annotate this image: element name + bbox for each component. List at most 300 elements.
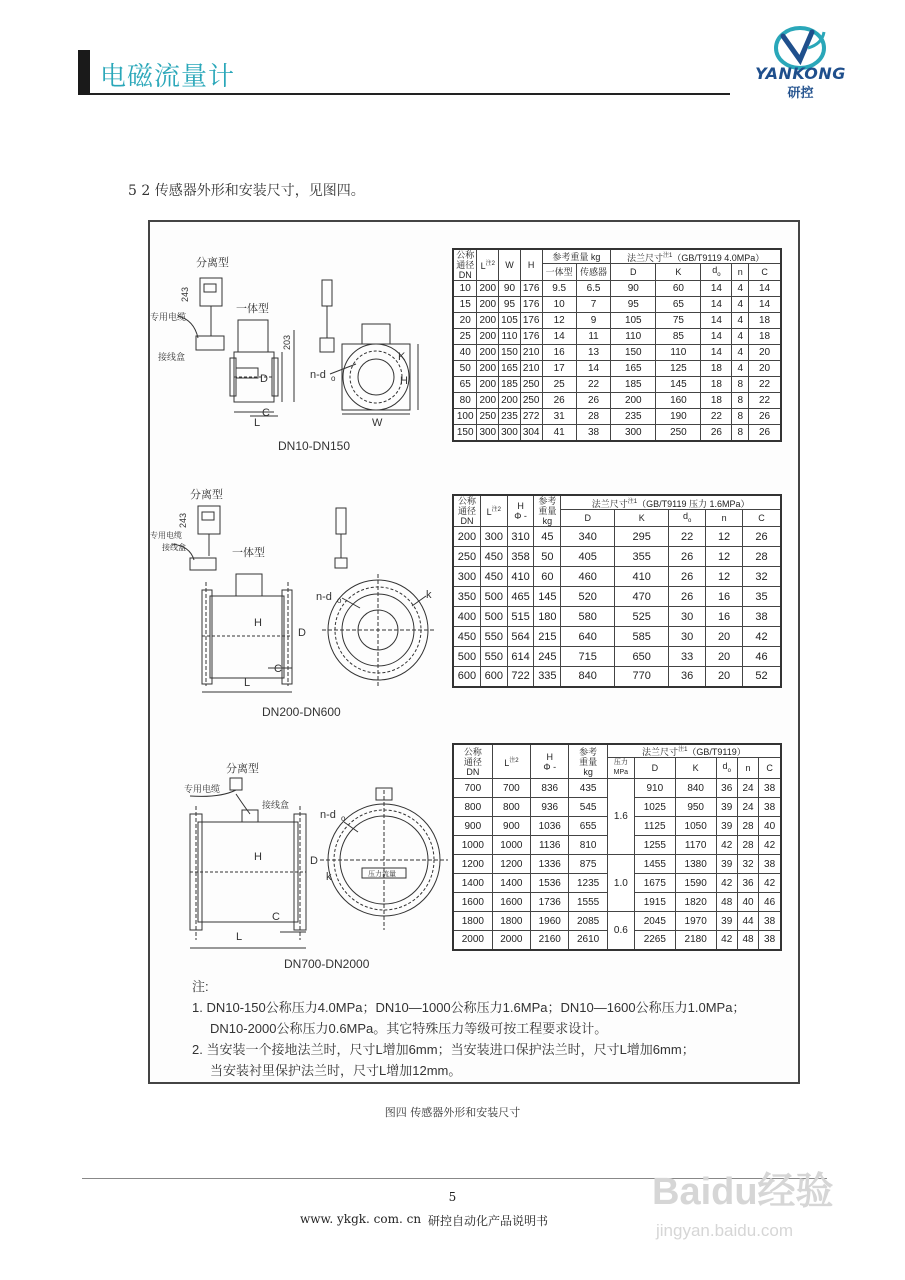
t3-col-n: n [737, 758, 758, 779]
table-cell: 18 [701, 377, 732, 393]
spec-table-dn10-dn150 [452, 248, 782, 442]
logo-text: YANKONG [755, 64, 846, 83]
table-cell: 1380 [675, 855, 716, 874]
table-cell: 200 [477, 329, 499, 345]
table-cell: 2000 [492, 931, 530, 950]
d2-dim-ndo: n-d [316, 591, 332, 603]
table-cell: 190 [656, 409, 701, 425]
table-cell: 235 [499, 409, 521, 425]
table-cell: 580 [561, 607, 615, 627]
table-cell: 125 [656, 361, 701, 377]
header-accent-bar [78, 50, 90, 95]
table-cell: 44 [737, 912, 758, 931]
table-cell: 12 [706, 527, 743, 547]
table-cell: 50 [534, 547, 561, 567]
table-cell: 2610 [569, 931, 607, 950]
table-cell: 16 [706, 587, 743, 607]
table-cell: 936 [531, 798, 569, 817]
table-cell: 2085 [569, 912, 607, 931]
d1-dim-k: K [398, 351, 406, 363]
t3-header-h: H Φ - [531, 744, 569, 779]
table-cell: 1170 [675, 836, 716, 855]
table-row [453, 377, 781, 393]
table-cell: 14 [542, 329, 576, 345]
table-cell: 14 [701, 345, 732, 361]
t1-col-c: C [749, 264, 781, 281]
table-row [453, 627, 781, 647]
table-cell: 335 [534, 667, 561, 687]
table-cell: 20 [706, 647, 743, 667]
table-cell: 700 [492, 779, 530, 798]
table-cell: 304 [520, 425, 542, 441]
table-cell: 2045 [634, 912, 675, 931]
table-cell: 30 [669, 607, 706, 627]
table-cell: 26 [669, 547, 706, 567]
table-cell: 1820 [675, 893, 716, 912]
table-cell: 500 [480, 607, 507, 627]
table-cell: 10 [542, 297, 576, 313]
table-cell: 4 [732, 313, 749, 329]
table-cell: 41 [542, 425, 576, 441]
drawing-dn200-dn600 [150, 486, 445, 722]
table-cell: 28 [743, 547, 781, 567]
watermark-url: jingyan.baidu.com [656, 1221, 794, 1240]
table-cell: 2180 [675, 931, 716, 950]
table-cell: 1025 [634, 798, 675, 817]
figure-caption: 图四 传感器外形和安装尺寸 [384, 1106, 521, 1119]
table-cell: 770 [615, 667, 669, 687]
table-row [453, 547, 781, 567]
table-row [453, 425, 781, 441]
t1-header-integral: 一体型 [542, 264, 576, 281]
d1-label-box: 接线盒 [158, 352, 186, 362]
table-cell: 250 [520, 393, 542, 409]
table-cell: 600 [480, 667, 507, 687]
d1-dim-l: L [254, 417, 261, 429]
table-cell: 48 [737, 931, 758, 950]
table-cell: 46 [759, 893, 781, 912]
t1-header-sensor: 传感器 [576, 264, 610, 281]
t3-col-c: C [759, 758, 781, 779]
t3-body [453, 779, 781, 950]
baidu-watermark-icon [648, 1152, 858, 1252]
t1-header-h: H [520, 249, 542, 281]
table-cell: 28 [576, 409, 610, 425]
table-cell: 30 [669, 627, 706, 647]
t3-col-do: $d_o$ [716, 758, 737, 779]
note-line-3: 2. 当安装一个接地法兰时，尺寸L增加6mm；当安装进口保护法兰时，尺寸L增加6mm； [192, 1042, 695, 1057]
table-row [453, 297, 781, 313]
table-cell: 200 [477, 281, 499, 297]
d2-dim-k: k [426, 589, 432, 601]
table-cell: 38 [759, 779, 781, 798]
d2-label-split: 分离型 [190, 489, 223, 501]
t2-col-do: $d_o$ [669, 510, 706, 527]
table-cell: 105 [499, 313, 521, 329]
table-cell: 4 [732, 297, 749, 313]
table-cell: 14 [701, 281, 732, 297]
table-cell: 18 [749, 313, 781, 329]
table-cell: 39 [716, 855, 737, 874]
table-cell: 200 [477, 313, 499, 329]
table-cell: 900 [453, 817, 492, 836]
table-row [453, 912, 781, 931]
table-cell: 26 [701, 425, 732, 441]
table-cell: 2265 [634, 931, 675, 950]
table-cell: 14 [701, 297, 732, 313]
d2-dim-h: H [254, 617, 262, 629]
d1-dim-w: W [372, 417, 383, 429]
table-cell: 875 [569, 855, 607, 874]
table-cell: 300 [453, 567, 480, 587]
d2-dim-243: 243 [178, 512, 188, 528]
d2-label-cable: 专用电缆 [150, 531, 182, 540]
t2-body [453, 527, 781, 687]
t3-col-pressure: 压力 MPa [607, 758, 634, 779]
notes-block [192, 976, 746, 1081]
table-cell: 4 [732, 281, 749, 297]
table-cell: 200 [477, 361, 499, 377]
table-cell: 1915 [634, 893, 675, 912]
table-cell: 32 [737, 855, 758, 874]
table-cell: 25 [453, 329, 477, 345]
note-line-1: 1. DN10-150公称压力4.0MPa；DN10—1000公称压力1.6MPa；DN10—1600公称压力1.0MPa； [192, 1000, 746, 1015]
d2-label-integral: 一体型 [232, 547, 265, 559]
table-cell: 1600 [453, 893, 492, 912]
footer-description: 研控自动化产品说明书 [428, 1214, 549, 1228]
table-cell: 40 [453, 345, 477, 361]
page-title: 电磁流量计 [100, 62, 236, 92]
table-cell: 1970 [675, 912, 716, 931]
d3-dim-o: o [341, 814, 346, 823]
table-cell: 90 [499, 281, 521, 297]
d3-label-cable: 专用电缆 [184, 784, 221, 794]
t3-header-flange: 法兰尺寸$^{注1}$（GB/T9119） [607, 744, 781, 758]
table-cell: 1200 [453, 855, 492, 874]
table-cell: 110 [656, 345, 701, 361]
table-cell: 250 [520, 377, 542, 393]
d3-dim-h: H [254, 851, 262, 863]
table-cell: 435 [569, 779, 607, 798]
table-cell: 38 [759, 931, 781, 950]
d1-dim-o: o [331, 374, 336, 383]
table-cell: 1050 [675, 817, 716, 836]
table-cell: 550 [480, 627, 507, 647]
table-cell: 250 [656, 425, 701, 441]
d2-dim-l: L [244, 677, 251, 689]
table-cell: 176 [520, 329, 542, 345]
table-cell: 12 [706, 567, 743, 587]
t3-header-dn: 公称 通径 DN [453, 744, 492, 779]
table-cell: 28 [737, 817, 758, 836]
table-cell: 26 [749, 409, 781, 425]
table-cell: 1235 [569, 874, 607, 893]
table-cell: 176 [520, 281, 542, 297]
t1-col-n: n [732, 264, 749, 281]
table-cell: 18 [701, 361, 732, 377]
table-cell: 42 [759, 836, 781, 855]
table-cell: 210 [520, 345, 542, 361]
table-cell: 38 [576, 425, 610, 441]
table-cell: 18 [701, 393, 732, 409]
table-cell: 564 [507, 627, 534, 647]
t1-header-flange: 法兰尺寸$^{注1}$（GB/T9119 4.0MPa） [611, 249, 781, 264]
d1-label-split: 分离型 [196, 257, 229, 269]
table-cell: 235 [611, 409, 656, 425]
d3-dim-k: k [326, 871, 332, 883]
table-cell: 32 [743, 567, 781, 587]
table-cell: 410 [507, 567, 534, 587]
spec-table-dn200-dn600 [452, 494, 782, 688]
table-cell: 20 [749, 345, 781, 361]
t2-header-dn: 公称 通径 DN [453, 495, 480, 527]
table-cell: 80 [453, 393, 477, 409]
t1-col-do: $d_o$ [701, 264, 732, 281]
table-cell: 810 [569, 836, 607, 855]
table-cell: 355 [615, 547, 669, 567]
d1-label-cable: 专用电缆 [150, 312, 187, 322]
table-cell: 185 [499, 377, 521, 393]
t2-col-n: n [706, 510, 743, 527]
table-cell: 38 [743, 607, 781, 627]
logo-text-cn: 研控 [787, 86, 814, 101]
table-cell: 1536 [531, 874, 569, 893]
table-row [453, 329, 781, 345]
t1-header-dn: 公称 通径 DN [453, 249, 477, 281]
table-cell: 38 [759, 798, 781, 817]
table-cell: 165 [611, 361, 656, 377]
table-cell: 180 [534, 607, 561, 627]
table-cell: 95 [499, 297, 521, 313]
table-cell: 585 [615, 627, 669, 647]
table-cell: 7 [576, 297, 610, 313]
table-row [453, 607, 781, 627]
watermark-brand: Baidu经验 [652, 1171, 834, 1213]
drawing-dn700-dn2000 [150, 760, 450, 974]
table-cell: 450 [453, 627, 480, 647]
table-row [453, 567, 781, 587]
table-cell: 39 [716, 817, 737, 836]
table-cell: 250 [477, 409, 499, 425]
table-cell: 10 [453, 281, 477, 297]
table-cell: 910 [634, 779, 675, 798]
table-cell: 300 [480, 527, 507, 547]
d3-dim-l: L [236, 931, 243, 943]
t2-header-flange: 法兰尺寸$^{注1}$（GB/T9119 压力 1.6MPa） [561, 495, 781, 510]
table-cell: 38 [759, 912, 781, 931]
t1-header-l: $L^{注2}$ [477, 249, 499, 281]
table-cell: 1400 [453, 874, 492, 893]
d1-label-integral: 一体型 [236, 303, 269, 315]
table-cell: 500 [453, 647, 480, 667]
table-row [453, 527, 781, 547]
table-cell: 1675 [634, 874, 675, 893]
table-cell: 545 [569, 798, 607, 817]
pressure-cell: 1.6 [607, 779, 634, 855]
table-cell: 450 [480, 567, 507, 587]
table-row [453, 587, 781, 607]
table-cell: 2000 [453, 931, 492, 950]
table-cell: 150 [611, 345, 656, 361]
t3-header-weight: 参考 重量 kg [569, 744, 607, 779]
d2-dim-d: D [298, 627, 306, 639]
table-cell: 40 [737, 893, 758, 912]
table-cell: 22 [701, 409, 732, 425]
table-cell: 200 [477, 393, 499, 409]
table-cell: 20 [706, 667, 743, 687]
table-cell: 800 [492, 798, 530, 817]
table-cell: 836 [531, 779, 569, 798]
table-cell: 14 [749, 281, 781, 297]
table-cell: 520 [561, 587, 615, 607]
table-row [453, 345, 781, 361]
table-cell: 50 [453, 361, 477, 377]
t2-header-weight: 参考 重量 kg [534, 495, 561, 527]
table-cell: 150 [499, 345, 521, 361]
notes-title: 注: [192, 979, 209, 994]
table-cell: 8 [732, 409, 749, 425]
table-cell: 24 [737, 798, 758, 817]
table-cell: 110 [611, 329, 656, 345]
section-heading: 5 2 传感器外形和安装尺寸，见图四。 [128, 183, 365, 199]
table-cell: 65 [453, 377, 477, 393]
table-cell: 42 [716, 836, 737, 855]
table-row [453, 409, 781, 425]
table-cell: 4 [732, 361, 749, 377]
table-cell: 39 [716, 798, 737, 817]
t2-col-c: C [743, 510, 781, 527]
table-cell: 300 [477, 425, 499, 441]
table-cell: 16 [542, 345, 576, 361]
table-cell: 715 [561, 647, 615, 667]
t1-header-weight: 参考重量 kg [542, 249, 611, 264]
table-cell: 33 [669, 647, 706, 667]
table-row [453, 667, 781, 687]
table-cell: 515 [507, 607, 534, 627]
table-cell: 215 [534, 627, 561, 647]
header-rule [90, 93, 730, 95]
d2-caption: DN200-DN600 [262, 705, 341, 719]
table-cell: 1136 [531, 836, 569, 855]
table-cell: 26 [542, 393, 576, 409]
table-cell: 6.5 [576, 281, 610, 297]
table-cell: 722 [507, 667, 534, 687]
spec-table-dn700-dn2000 [452, 743, 782, 951]
table-cell: 35 [743, 587, 781, 607]
table-cell: 45 [534, 527, 561, 547]
table-cell: 40 [759, 817, 781, 836]
table-cell: 1000 [453, 836, 492, 855]
table-cell: 900 [492, 817, 530, 836]
table-cell: 12 [542, 313, 576, 329]
table-cell: 14 [749, 297, 781, 313]
table-cell: 1590 [675, 874, 716, 893]
table-cell: 1555 [569, 893, 607, 912]
table-cell: 600 [453, 667, 480, 687]
table-cell: 8 [732, 377, 749, 393]
table-cell: 200 [477, 377, 499, 393]
table-cell: 1125 [634, 817, 675, 836]
d1-dim-c: C [262, 407, 270, 419]
table-cell: 26 [669, 567, 706, 587]
table-cell: 25 [542, 377, 576, 393]
table-row [453, 779, 781, 798]
table-cell: 950 [675, 798, 716, 817]
table-cell: 655 [569, 817, 607, 836]
table-cell: 1736 [531, 893, 569, 912]
table-cell: 26 [669, 587, 706, 607]
table-cell: 176 [520, 313, 542, 329]
table-cell: 16 [706, 607, 743, 627]
pressure-cell: 1.0 [607, 855, 634, 912]
table-cell: 26 [576, 393, 610, 409]
table-cell: 470 [615, 587, 669, 607]
table-cell: 85 [656, 329, 701, 345]
pressure-cell: 0.6 [607, 912, 634, 950]
table-cell: 650 [615, 647, 669, 667]
table-cell: 840 [675, 779, 716, 798]
table-cell: 38 [759, 855, 781, 874]
table-cell: 250 [453, 547, 480, 567]
table-cell: 22 [576, 377, 610, 393]
table-cell: 12 [706, 547, 743, 567]
d3-dim-d: D [310, 855, 318, 867]
d2-label-box: 接线盒 [162, 543, 186, 552]
d2-dim-c: C [274, 663, 282, 675]
table-cell: 1800 [492, 912, 530, 931]
table-cell: 48 [716, 893, 737, 912]
table-cell: 9.5 [542, 281, 576, 297]
drawing-dn10-dn150 [150, 250, 445, 460]
table-cell: 150 [453, 425, 477, 441]
d1-caption: DN10-DN150 [278, 439, 351, 453]
table-cell: 145 [656, 377, 701, 393]
d1-dim-d: D [260, 373, 268, 385]
table-cell: 8 [732, 425, 749, 441]
table-cell: 450 [480, 547, 507, 567]
table-cell: 14 [701, 329, 732, 345]
table-cell: 400 [453, 607, 480, 627]
table-cell: 1036 [531, 817, 569, 836]
table-cell: 95 [611, 297, 656, 313]
table-cell: 1000 [492, 836, 530, 855]
table-cell: 60 [656, 281, 701, 297]
table-cell: 52 [743, 667, 781, 687]
table-cell: 22 [749, 393, 781, 409]
table-cell: 4 [732, 329, 749, 345]
table-cell: 245 [534, 647, 561, 667]
table-cell: 1800 [453, 912, 492, 931]
table-cell: 31 [542, 409, 576, 425]
table-row [453, 647, 781, 667]
table-cell: 42 [716, 931, 737, 950]
table-cell: 295 [615, 527, 669, 547]
table-cell: 1200 [492, 855, 530, 874]
table-cell: 36 [669, 667, 706, 687]
t1-col-d: D [611, 264, 656, 281]
table-cell: 26 [743, 527, 781, 547]
table-cell: 340 [561, 527, 615, 547]
table-cell: 75 [656, 313, 701, 329]
footer-url: www. ykgk. com. cn [300, 1212, 422, 1226]
table-cell: 1336 [531, 855, 569, 874]
table-cell: 42 [743, 627, 781, 647]
t2-col-d: D [561, 510, 615, 527]
table-cell: 160 [656, 393, 701, 409]
table-cell: 46 [743, 647, 781, 667]
d2-dim-o: o [337, 596, 342, 605]
table-cell: 4 [732, 345, 749, 361]
